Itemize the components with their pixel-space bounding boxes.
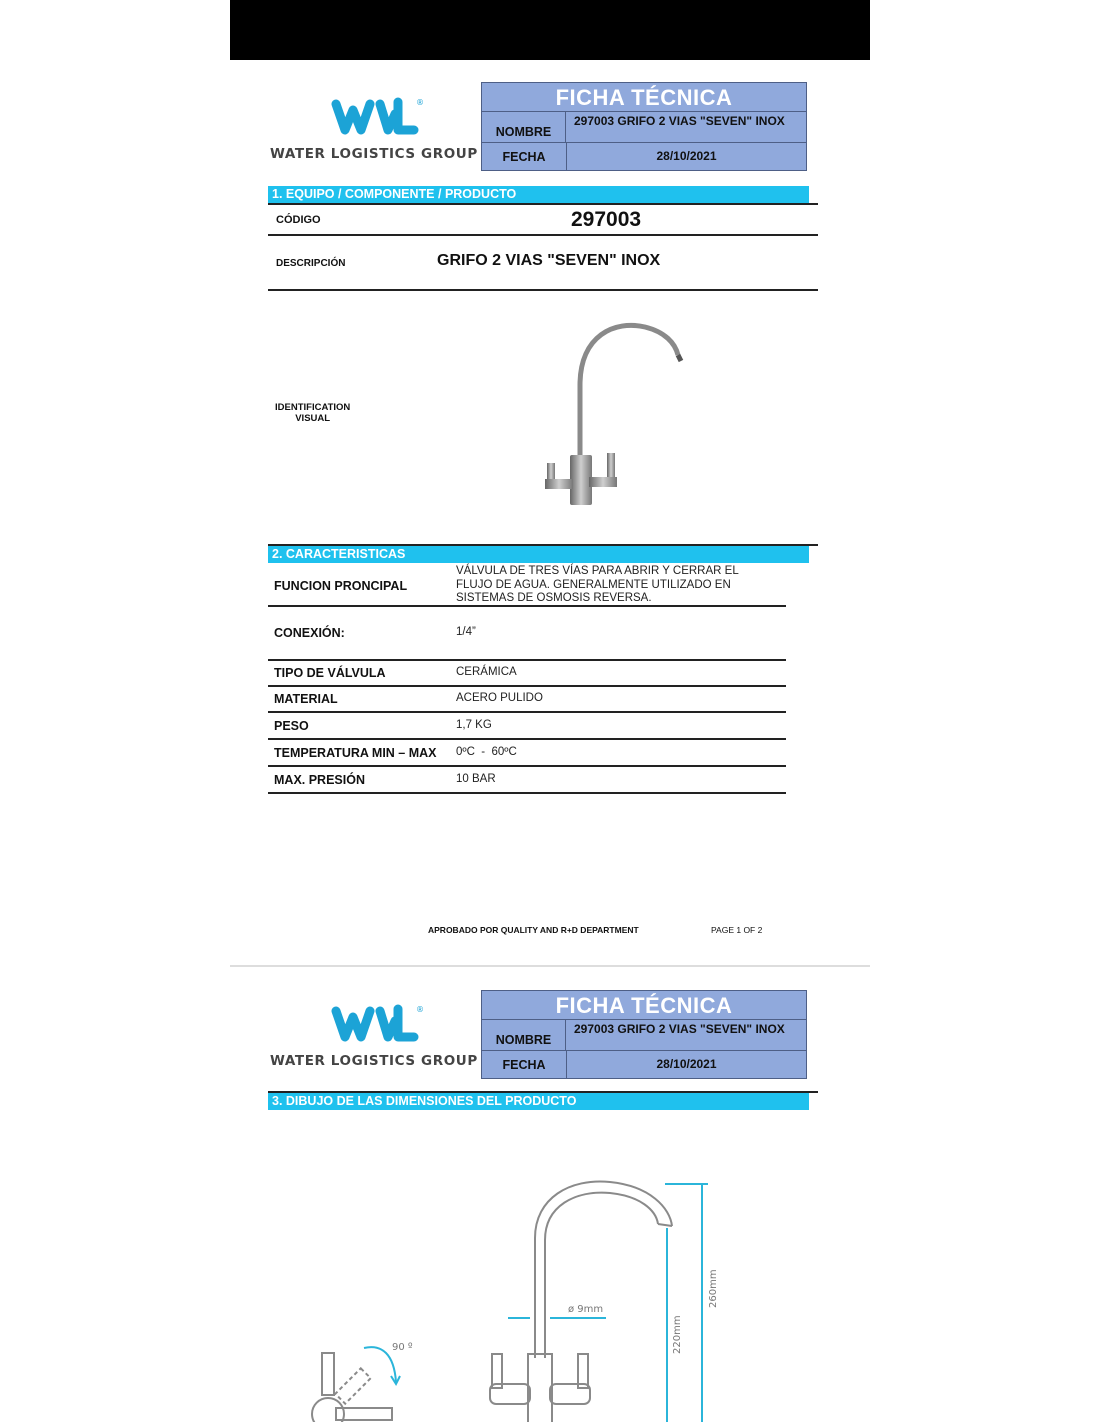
spec-row-temperatura (268, 741, 786, 767)
nombre-label: NOMBRE (482, 1020, 566, 1050)
wlg-logo-icon (330, 1003, 430, 1047)
spec-row-funcion (268, 563, 786, 607)
spec-value-line: FLUJO DE AGUA. GENERALMENTE UTILIZADO EN (456, 578, 731, 591)
spec-label: TIPO DE VÁLVULA (274, 666, 386, 680)
dimension-drawing (290, 1168, 760, 1422)
approved-footer: APROBADO POR QUALITY AND R+D DEPARTMENT (428, 925, 639, 935)
fecha-label: FECHA (482, 143, 567, 170)
divider (268, 544, 818, 546)
dim-angle: 90 º (392, 1342, 413, 1353)
codigo-value: 297003 (571, 208, 642, 231)
spec-value (456, 565, 739, 606)
page-number: PAGE 1 OF 2 (711, 925, 763, 935)
visual-label-line2: VISUAL (295, 413, 331, 424)
spec-label: TEMPERATURA MIN – MAX (274, 746, 437, 760)
dim-height-220: 220mm (672, 1315, 683, 1354)
brand-name: WATER LOGISTICS GROUP (270, 146, 478, 162)
ficha-title: FICHA TÉCNICA (555, 85, 733, 110)
page-1 (230, 60, 870, 965)
spec-value-line: SISTEMAS DE OSMOSIS REVERSA. (456, 592, 652, 604)
spec-value: ACERO PULIDO (456, 692, 543, 704)
company-logo (270, 96, 480, 162)
ficha-header-table (481, 82, 807, 171)
divider (268, 289, 818, 291)
spec-row-conexion (268, 607, 786, 661)
spec-value: 1,7 KG (456, 719, 492, 731)
nombre-value: 297003 GRIFO 2 VIAS "SEVEN" INOX (574, 114, 785, 128)
descripcion-value: GRIFO 2 VIAS "SEVEN" INOX (437, 252, 661, 269)
ficha-title: FICHA TÉCNICA (555, 993, 733, 1018)
visual-label (275, 402, 350, 424)
spec-label: PESO (274, 719, 309, 733)
spec-row-material (268, 687, 786, 713)
fecha-value: 28/10/2021 (656, 1057, 717, 1071)
spec-value: CERÁMICA (456, 666, 517, 678)
page-2 (230, 968, 870, 1422)
dim-diameter: ø 9mm (568, 1304, 604, 1315)
spec-label: CONEXIÓN: (274, 626, 345, 640)
brand-name: WATER LOGISTICS GROUP (270, 1053, 478, 1069)
svg-text:®: ® (416, 98, 424, 107)
fecha-label: FECHA (482, 1051, 567, 1078)
codigo-label: CÓDIGO (276, 214, 321, 226)
nombre-label: NOMBRE (482, 112, 566, 142)
spec-row-tipo (268, 661, 786, 687)
divider (268, 234, 818, 236)
visual-label-line1: IDENTIFICATION (275, 402, 351, 413)
fecha-value: 28/10/2021 (656, 149, 717, 163)
spec-value: 10 BAR (456, 773, 496, 785)
spec-value: 0ºC - 60ºC (456, 746, 517, 758)
section-3-title: 3. DIBUJO DE LAS DIMENSIONES DEL PRODUCTO (268, 1093, 809, 1110)
spec-value: 1/4” (456, 626, 476, 638)
spec-row-presion (268, 768, 786, 794)
spec-value-line: VÁLVULA DE TRES VÍAS PARA ABRIR Y CERRAR EL (456, 565, 739, 577)
nombre-value: 297003 GRIFO 2 VIAS "SEVEN" INOX (574, 1022, 785, 1036)
top-black-bar (230, 0, 870, 60)
faucet-photo (535, 315, 695, 525)
section-1-title: 1. EQUIPO / COMPONENTE / PRODUCTO (268, 186, 809, 203)
ficha-header-table (481, 990, 807, 1079)
company-logo (270, 1003, 480, 1069)
spec-row-peso (268, 714, 786, 740)
spec-label: MAX. PRESIÓN (274, 773, 365, 787)
wlg-logo-icon (330, 96, 430, 140)
section-2-title: 2. CARACTERISTICAS (268, 546, 809, 563)
page-separator (230, 965, 870, 967)
dim-height-260: 260mm (708, 1269, 719, 1308)
svg-text:®: ® (416, 1005, 424, 1014)
divider (268, 203, 818, 205)
descripcion-label: DESCRIPCIÓN (276, 258, 346, 269)
spec-label: MATERIAL (274, 692, 338, 706)
spec-label: FUNCION PRONCIPAL (274, 579, 408, 593)
